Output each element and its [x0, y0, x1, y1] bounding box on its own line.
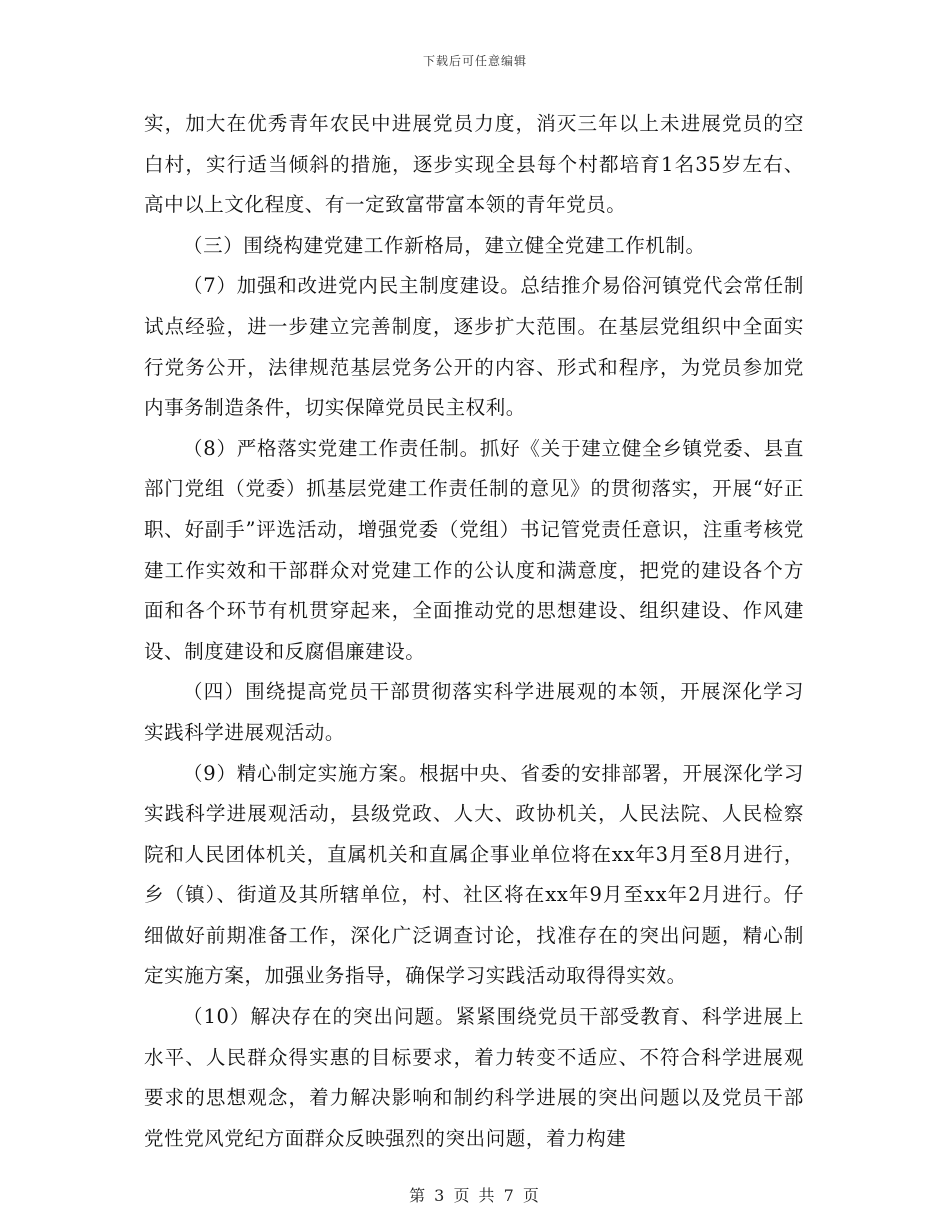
paragraph-item-9: （9）精心制定实施方案。根据中央、省委的安排部署，开展深化学习实践科学进展观活动，县级党政、人大、政协机关，人民法院、人民检察院和人民团体机关，直属机关和直属企事业单位将在xx年3月至8月进行，乡（镇）、街道及其所辖单位，村、社区将在xx年9月至xx年2月进行。仔细做好前期准备工作，深化广泛调查讨论，找准存在的突出问题，精心制定实施方案，加强业务指导，确保学习实践活动取得得实效。 — [144, 761, 804, 988]
section-heading-3: （三）围绕构建党建工作新格局，建立健全党建工作机制。 — [183, 233, 706, 257]
paragraph-item-10: （10）解决存在的突出问题。紧紧围绕党员干部受教育、科学进展上水平、人民群众得实惠的目标要求，着力转变不适应、不符合科学进展观要求的思想观念，着力解决影响和制约科学进展的突出问题以及党员干部党性党风党纪方面群众反映强烈的突出问题，着力构建 — [144, 1005, 804, 1150]
section-heading-4: （四）围绕提高党员干部贯彻落实科学进展观的本领，开展深化学习实践科学进展观活动。 — [144, 680, 804, 744]
page-number-footer: 第 3 页 共 7 页 — [409, 1186, 541, 1205]
page-header: 下载后可任意编辑 — [422, 54, 527, 68]
paragraph-1: 实，加大在优秀青年农民中进展党员力度，消灭三年以上未进展党员的空白村，实行适当倾斜的措施，逐步实现全县每个村都培育1名35岁左右、高中以上文化程度、有一定致富带富本领的青年党员。 — [144, 112, 804, 217]
paragraph-item-8: （8）严格落实党建工作责任制。抓好《关于建立健全乡镇党委、县直部门党组（党委）抓基层党建工作责任制的意见》的贯彻落实，开展“好正职、好副手”评选活动，增强党委（党组）书记管党责任意识，注重考核党建工作实效和干部群众对党建工作的公认度和满意度，把党的建设各个方面和各个环节有机贯穿起来，全面推动党的思想建设、组织建设、作风建设、制度建设和反腐倡廉建设。 — [144, 436, 804, 663]
paragraph-item-7: （7）加强和改进党内民主制度建设。总结推介易俗河镇党代会常任制试点经验，进一步建立完善制度，逐步扩大范围。在基层党组织中全面实行党务公开，法律规范基层党务公开的内容、形式和程序，为党员参加党内事务制造条件，切实保障党员民主权利。 — [144, 274, 804, 420]
document-body — [144, 104, 804, 1159]
